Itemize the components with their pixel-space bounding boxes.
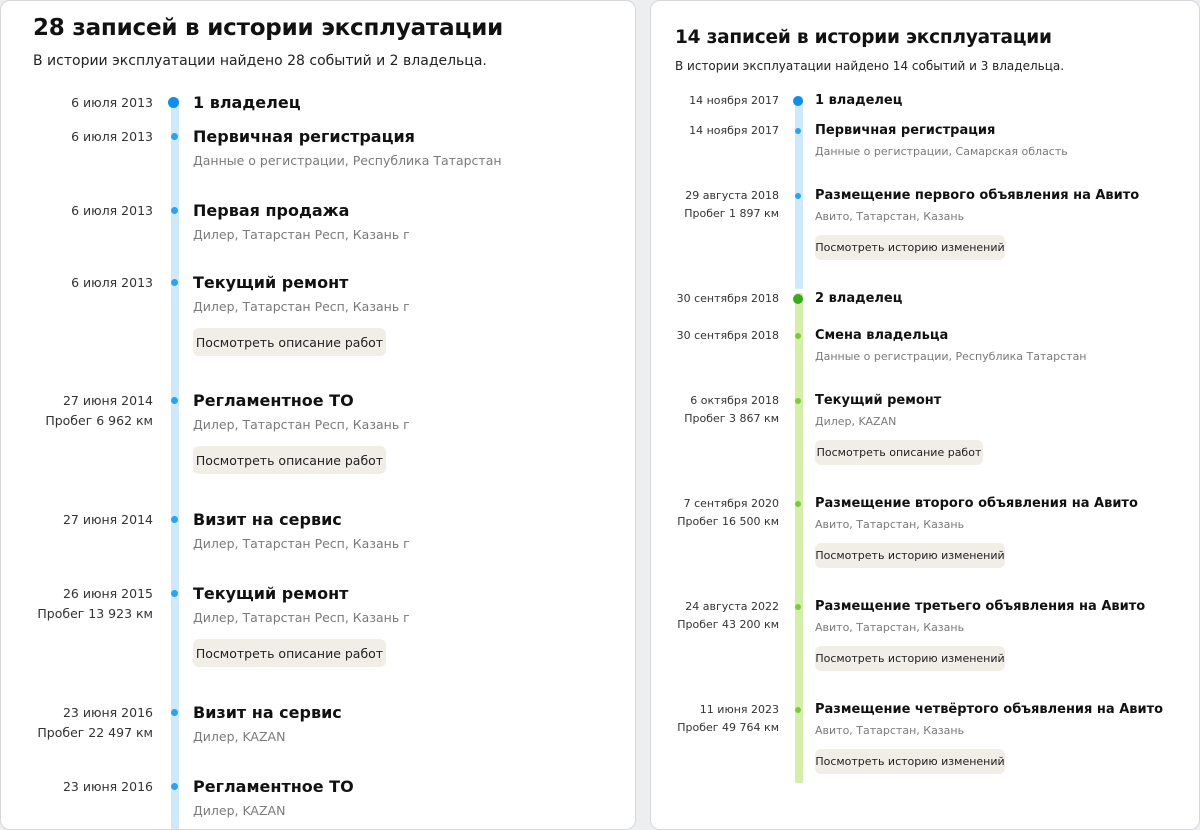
owner-dot-icon (793, 96, 803, 106)
view-work-description-button[interactable]: Посмотреть описание работ (193, 446, 386, 474)
view-change-history-button[interactable]: Посмотреть историю изменений (815, 749, 1005, 774)
timeline-dot-icon (795, 128, 801, 134)
event-mileage: Пробег 43 200 км (677, 618, 779, 631)
event-mileage: Пробег 13 923 км (37, 606, 153, 621)
history-subtitle: В истории эксплуатации найдено 28 событий и 2 владельца. (33, 53, 487, 69)
event-title: Размещение третьего объявления на Авито (815, 599, 1146, 614)
owner-dot-icon (168, 97, 179, 108)
event-date: 27 июня 2014 (62, 512, 153, 527)
timeline-dot-icon (795, 501, 801, 507)
timeline-dot-icon (171, 397, 178, 404)
timeline-dot-icon (171, 590, 178, 597)
event-date: 23 июня 2016 Пробег 22 497 км (37, 703, 153, 743)
event-title: 1 владелец (193, 93, 301, 112)
view-work-description-button[interactable]: Посмотреть описание работ (193, 328, 386, 356)
history-subtitle: В истории эксплуатации найдено 14 событий и 3 владельца. (675, 59, 1065, 73)
event-date: 29 августа 2018 Пробег 1 897 км (684, 187, 779, 223)
timeline-dot-icon (171, 279, 178, 286)
event-date: 6 июля 2013 (71, 95, 153, 110)
view-work-description-button[interactable]: Посмотреть описание работ (815, 440, 983, 465)
timeline-dot-icon (795, 398, 801, 404)
history-title: 14 записей в истории эксплуатации (675, 27, 1052, 48)
event-mileage: Пробег 6 962 км (45, 413, 153, 428)
event-date: 23 июня 2016 (62, 779, 153, 794)
event-title: Первичная регистрация (193, 127, 415, 146)
event-title: Размещение первого объявления на Авито (815, 188, 1140, 203)
timeline-dot-icon (171, 207, 178, 214)
event-date: 6 октября 2018 Пробег 3 867 км (684, 392, 779, 428)
event-description: Дилер, Татарстан Респ, Казань г (193, 299, 410, 314)
event-date: 6 июля 2013 (71, 275, 153, 290)
event-title: Текущий ремонт (815, 393, 942, 408)
event-date: 6 июля 2013 (71, 203, 153, 218)
view-work-description-button[interactable]: Посмотреть описание работ (193, 639, 386, 667)
event-title: Визит на сервис (193, 703, 342, 722)
timeline-dot-icon (171, 709, 178, 716)
event-description: Авито, Татарстан, Казань (815, 621, 965, 634)
timeline-dot-icon (795, 333, 801, 339)
event-date: 14 ноября 2017 (689, 124, 779, 137)
history-title: 28 записей в истории эксплуатации (33, 15, 504, 41)
event-date: 7 сентября 2020 Пробег 16 500 км (677, 495, 779, 531)
event-title: Регламентное ТО (193, 391, 354, 410)
event-date: 30 сентября 2018 (676, 292, 779, 305)
event-title: 1 владелец (815, 93, 903, 108)
event-date: 14 ноября 2017 (689, 94, 779, 107)
event-date: 30 сентября 2018 (676, 329, 779, 342)
view-change-history-button[interactable]: Посмотреть историю изменений (815, 646, 1005, 671)
event-mileage: Пробег 3 867 км (684, 412, 779, 425)
view-change-history-button[interactable]: Посмотреть историю изменений (815, 235, 1005, 260)
event-description: Данные о регистрации, Республика Татарстан (815, 350, 1087, 363)
event-mileage: Пробег 1 897 км (684, 207, 779, 220)
event-date: 11 июня 2023 Пробег 49 764 км (677, 701, 779, 737)
view-change-history-button[interactable]: Посмотреть историю изменений (815, 543, 1005, 568)
event-title: Регламентное ТО (193, 777, 354, 796)
event-title: Текущий ремонт (193, 584, 349, 603)
event-description: Данные о регистрации, Республика Татарстан (193, 153, 502, 168)
timeline-dot-icon (795, 707, 801, 713)
event-title: Размещение второго объявления на Авито (815, 496, 1138, 511)
event-description: Дилер, KAZAN (193, 729, 286, 744)
event-title: Первичная регистрация (815, 123, 996, 138)
event-mileage: Пробег 22 497 км (37, 725, 153, 740)
event-description: Дилер, KAZAN (815, 415, 897, 428)
event-description: Авито, Татарстан, Казань (815, 724, 965, 737)
event-description: Дилер, Татарстан Респ, Казань г (193, 227, 410, 242)
event-title: Визит на сервис (193, 510, 342, 529)
timeline-dot-icon (171, 783, 178, 790)
event-date: 26 июня 2015 Пробег 13 923 км (37, 584, 153, 624)
event-date: 27 июня 2014 Пробег 6 962 км (45, 391, 153, 431)
event-description: Авито, Татарстан, Казань (815, 518, 965, 531)
history-card-right (650, 0, 1200, 830)
event-date: 6 июля 2013 (71, 129, 153, 144)
event-description: Дилер, Татарстан Респ, Казань г (193, 417, 410, 432)
event-title: 2 владелец (815, 291, 903, 306)
timeline-dot-icon (795, 193, 801, 199)
event-title: Первая продажа (193, 201, 350, 220)
event-description: Дилер, Татарстан Респ, Казань г (193, 610, 410, 625)
timeline-dot-icon (171, 133, 178, 140)
event-title: Размещение четвёртого объявления на Авито (815, 702, 1164, 717)
timeline-dot-icon (795, 604, 801, 610)
event-description: Авито, Татарстан, Казань (815, 210, 965, 223)
event-title: Смена владельца (815, 328, 949, 343)
event-description: Данные о регистрации, Самарская область (815, 145, 1068, 158)
timeline-dot-icon (171, 516, 178, 523)
event-mileage: Пробег 16 500 км (677, 515, 779, 528)
event-mileage: Пробег 49 764 км (677, 721, 779, 734)
event-title: Текущий ремонт (193, 273, 349, 292)
event-description: Дилер, Татарстан Респ, Казань г (193, 536, 410, 551)
event-date: 24 августа 2022 Пробег 43 200 км (677, 598, 779, 634)
event-description: Дилер, KAZAN (193, 803, 286, 818)
owner-dot-icon (793, 294, 803, 304)
